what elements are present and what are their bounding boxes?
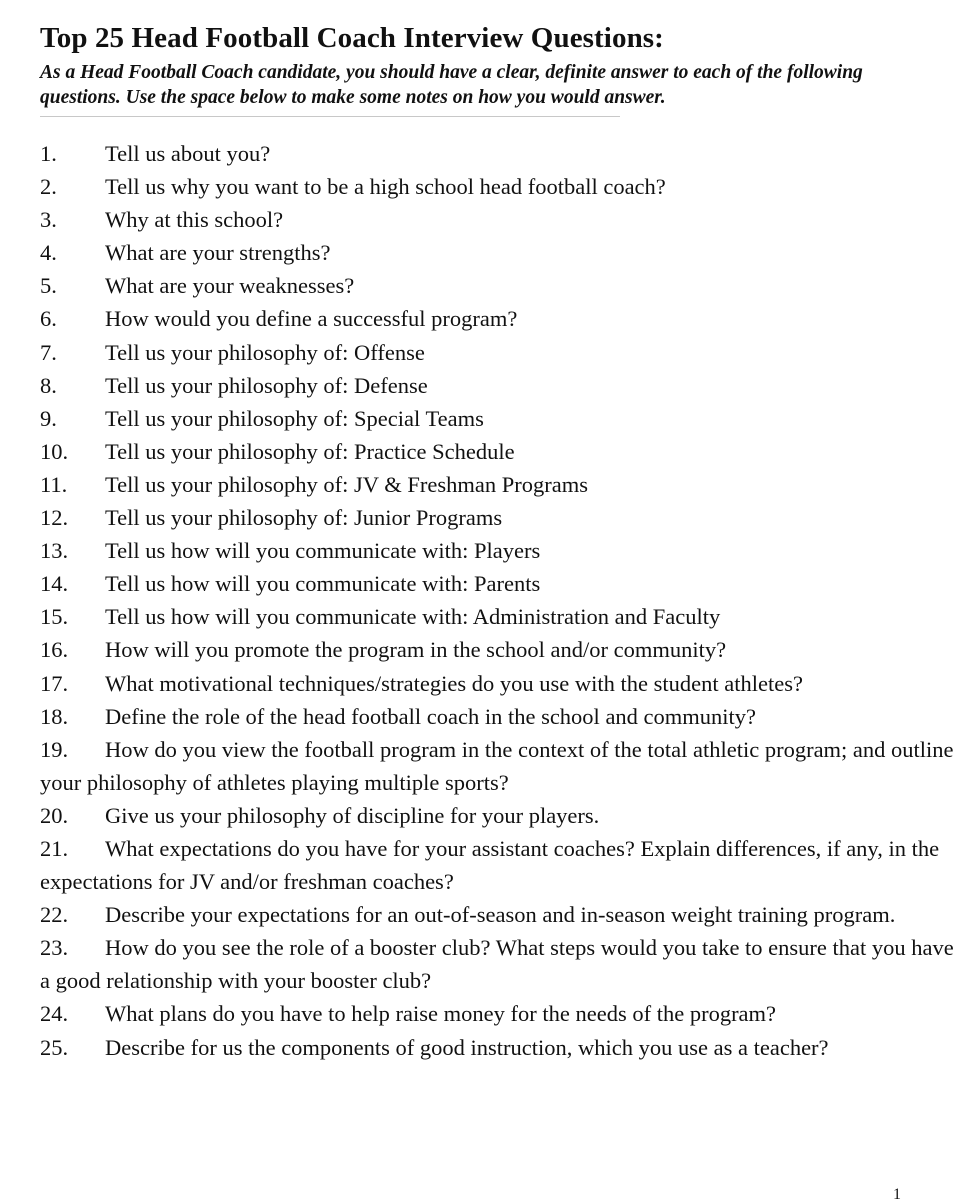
question-number: 8. — [40, 372, 57, 398]
page-title: Top 25 Head Football Coach Interview Questions: — [40, 22, 664, 54]
question-number: 20. — [40, 802, 69, 828]
question-number: 6. — [40, 306, 57, 332]
question-list — [40, 137, 960, 1064]
question-item — [40, 468, 960, 501]
question-number: 4. — [40, 240, 57, 266]
question-number: 25. — [40, 1034, 69, 1060]
question-item — [40, 435, 960, 468]
question-text: Why at this school? — [105, 207, 284, 233]
question-text: Tell us how will you communicate with: Parents — [105, 571, 541, 597]
question-item — [40, 567, 960, 600]
question-text: How will you promote the program in the school and/or community? — [105, 637, 727, 663]
question-item — [40, 633, 960, 666]
question-item — [40, 799, 960, 832]
question-item — [40, 170, 960, 203]
question-item — [40, 203, 960, 236]
question-text: Tell us how will you communicate with: Players — [105, 538, 541, 564]
question-number: 3. — [40, 207, 57, 233]
question-text: What plans do you have to help raise money for the needs of the program? — [105, 1001, 777, 1027]
question-text: Tell us why you want to be a high school head football coach? — [105, 174, 666, 200]
question-text: Define the role of the head football coach in the school and community? — [105, 703, 757, 729]
question-text: Give us your philosophy of discipline for your players. — [105, 802, 600, 828]
question-item — [40, 931, 960, 997]
question-text: What expectations do you have for your assistant coaches? Explain differences, if any, in the expectations for JV and/or freshman coaches? — [40, 835, 940, 895]
question-item — [40, 534, 960, 567]
question-item — [40, 236, 960, 269]
question-text: Tell us your philosophy of: Defense — [105, 372, 428, 398]
question-item — [40, 898, 960, 931]
question-text: Tell us your philosophy of: Practice Schedule — [105, 438, 515, 464]
question-number: 21. — [40, 835, 69, 861]
question-number: 7. — [40, 339, 57, 365]
question-text: Tell us about you? — [105, 141, 271, 166]
question-text: How do you see the role of a booster club? What steps would you take to ensure that you have a good relationship with your booster club? — [40, 935, 954, 994]
question-text: How would you define a successful program? — [105, 306, 518, 332]
question-item — [40, 997, 960, 1030]
question-number: 5. — [40, 273, 57, 299]
question-number: 12. — [40, 505, 69, 531]
question-text: Tell us your philosophy of: Junior Programs — [105, 505, 503, 531]
question-item — [40, 667, 960, 700]
question-number: 16. — [40, 637, 69, 663]
question-text: Tell us your philosophy of: Special Teams — [105, 405, 484, 431]
question-item — [40, 369, 960, 402]
question-text: What motivational techniques/strategies do you use with the student athletes? — [105, 670, 803, 696]
question-number: 24. — [40, 1001, 69, 1027]
question-text: How do you view the football program in the context of the total athletic program; and outline your philosophy of athletes playing multiple sports? — [40, 736, 954, 795]
question-item — [40, 600, 960, 633]
question-number: 9. — [40, 405, 57, 431]
question-number: 15. — [40, 604, 69, 630]
question-text: What are your strengths? — [105, 240, 331, 266]
question-item — [40, 269, 960, 302]
question-number: 10. — [40, 438, 69, 464]
question-item — [40, 302, 960, 335]
question-text: Tell us how will you communicate with: Administration and Faculty — [105, 604, 721, 630]
question-number: 11. — [40, 471, 68, 497]
question-item — [40, 832, 960, 898]
question-number: 19. — [40, 736, 69, 762]
page-number: 1 — [893, 1186, 901, 1203]
question-text: Tell us your philosophy of: Offense — [105, 339, 425, 365]
question-text: Tell us your philosophy of: JV & Freshman Programs — [105, 471, 588, 497]
question-text: What are your weaknesses? — [105, 273, 355, 299]
question-number: 18. — [40, 703, 69, 729]
question-number: 14. — [40, 571, 69, 597]
question-number: 17. — [40, 670, 69, 696]
question-item — [40, 402, 960, 435]
question-item — [40, 501, 960, 534]
question-number: 13. — [40, 538, 69, 564]
question-text: Describe for us the components of good instruction, which you use as a teacher? — [105, 1034, 829, 1060]
divider-rule — [40, 116, 620, 117]
question-item — [40, 137, 960, 170]
question-number: 23. — [40, 935, 69, 961]
question-item — [40, 336, 960, 369]
page-subtitle: As a Head Football Coach candidate, you should have a clear, definite answer to each of the following questions. Use the space below to make some notes on how you would answer. — [40, 62, 863, 108]
question-number: 1. — [40, 141, 57, 166]
question-item — [40, 700, 960, 733]
question-number: 22. — [40, 902, 69, 928]
question-text: Describe your expectations for an out-of-season and in-season weight training program. — [105, 902, 896, 928]
question-item — [40, 733, 960, 799]
question-item — [40, 1031, 960, 1064]
question-number: 2. — [40, 174, 57, 200]
